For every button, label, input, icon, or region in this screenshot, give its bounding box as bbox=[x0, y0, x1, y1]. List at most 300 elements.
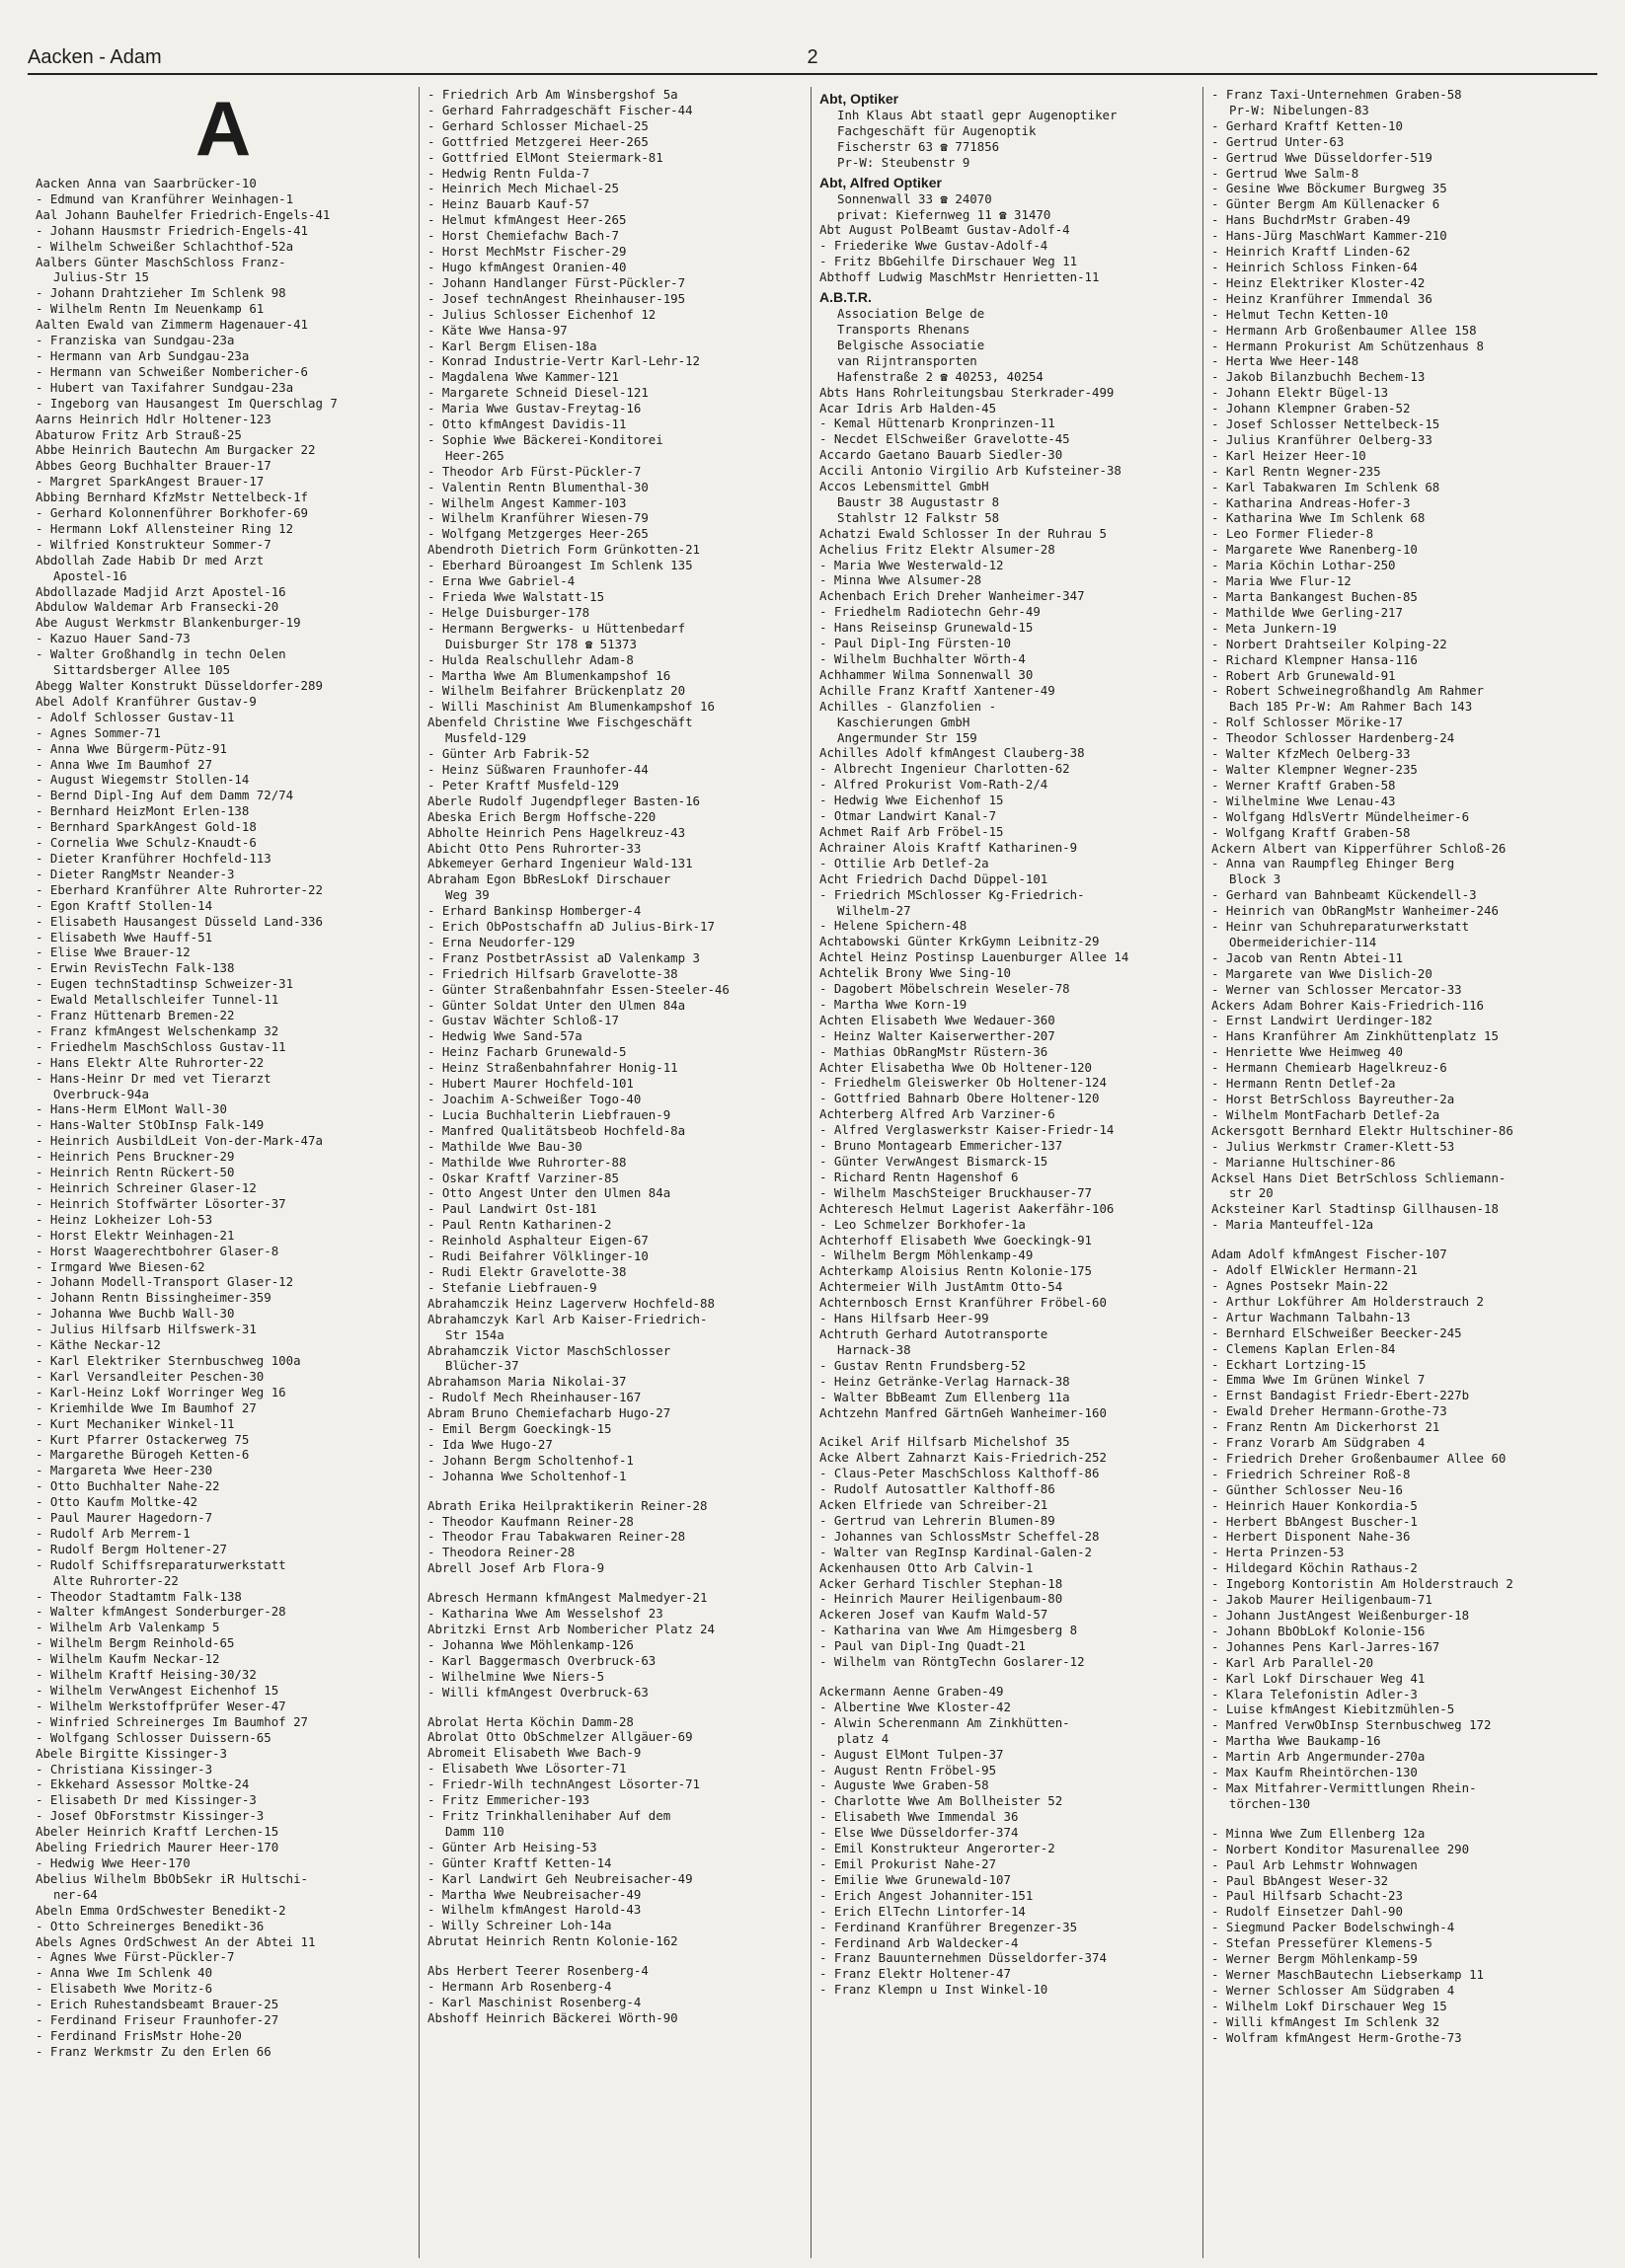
section-letter: A bbox=[194, 87, 252, 172]
directory-entry: - Wilhelm Buchhalter Wörth-4 bbox=[819, 651, 1026, 666]
directory-entry: - Fritz Emmericher-193 bbox=[427, 1792, 590, 1808]
directory-entry: - Hermann van Schweißer Nombericher-6 bbox=[36, 363, 309, 379]
directory-entry: - Bernhard SparkAngest Gold-18 bbox=[36, 819, 257, 835]
directory-entry: - Rudolf Arb Merrem-1 bbox=[36, 1525, 191, 1541]
directory-entry: Abeska Erich Bergm Hoffsche-220 bbox=[427, 808, 657, 824]
business-heading: Abt, Alfred Optiker bbox=[819, 174, 942, 190]
directory-entry: - Heinrich Rentn Rückert-50 bbox=[36, 1165, 235, 1180]
directory-entry: Achtzehn Manfred GärtnGeh Wanheimer-160 bbox=[819, 1404, 1107, 1420]
directory-entry: - Josef technAngest Rheinhauser-195 bbox=[427, 290, 686, 306]
directory-entry: - Franz Rentn Am Dickerhorst 21 bbox=[1211, 1419, 1440, 1435]
directory-entry: Achatzi Ewald Schlosser In der Ruhrau 5 bbox=[819, 525, 1107, 541]
directory-entry: - Franz kfmAngest Welschenkamp 32 bbox=[36, 1022, 279, 1038]
entry-gap bbox=[1211, 1233, 1587, 1247]
directory-entry: - Maria Wwe Westerwald-12 bbox=[819, 557, 1004, 572]
directory-entry: - Agnes Postsekr Main-22 bbox=[1211, 1277, 1389, 1293]
directory-entry: - Margareta Wwe Heer-230 bbox=[36, 1463, 213, 1478]
entry-continuation: Stahlstr 12 Falkstr 58 bbox=[837, 509, 1000, 525]
entry-continuation: Hafenstraße 2 ☎ 40253, 40254 bbox=[837, 368, 1044, 384]
directory-entry: - Käte Wwe Hansa-97 bbox=[427, 322, 568, 338]
directory-entry: - Erna Wwe Gabriel-4 bbox=[427, 573, 576, 589]
directory-entry: - Emil Prokurist Nahe-27 bbox=[819, 1855, 997, 1871]
directory-entry: Abshoff Heinrich Bäckerei Wörth-90 bbox=[427, 2009, 678, 2025]
directory-entry: - Emilie Wwe Grunewald-107 bbox=[819, 1871, 1011, 1887]
directory-entry: - Paul BbAngest Weser-32 bbox=[1211, 1872, 1389, 1888]
directory-entry: - Rudolf Autosattler Kalthoff-86 bbox=[819, 1481, 1055, 1497]
directory-entry: - Gustav Rentn Frundsberg-52 bbox=[819, 1357, 1026, 1373]
directory-entry: - Franziska van Sundgau-23a bbox=[36, 333, 235, 348]
directory-entry: - Hedwig Wwe Eichenhof 15 bbox=[819, 793, 1004, 808]
entry-gap bbox=[427, 1949, 803, 1963]
directory-entry: - Wilhelm Arb Valenkamp 5 bbox=[36, 1620, 220, 1635]
directory-entry: Abresch Hermann kfmAngest Malmedyer-21 bbox=[427, 1590, 708, 1606]
directory-entry: - Kriemhilde Wwe Im Baumhof 27 bbox=[36, 1399, 257, 1415]
directory-entry: - Agnes Sommer-71 bbox=[36, 724, 161, 740]
column-4-entries bbox=[1211, 87, 1587, 2045]
directory-entry: Abegg Walter Konstrukt Düsseldorfer-289 bbox=[36, 678, 323, 693]
directory-entry: Abrahamczyk Karl Arb Kaiser-Friedrich- bbox=[427, 1311, 708, 1326]
directory-entry: - Hans BuchdrMstr Graben-49 bbox=[1211, 212, 1411, 228]
business-heading: Abt, Optiker bbox=[819, 91, 899, 107]
directory-entry: - Karl Rentn Wegner-235 bbox=[1211, 463, 1381, 479]
directory-entry: - Lucia Buchhalterin Liebfrauen-9 bbox=[427, 1106, 671, 1122]
directory-entry: Acksel Hans Diet BetrSchloss Schliemann- bbox=[1211, 1170, 1507, 1185]
directory-entry: - Ottilie Arb Detlef-2a bbox=[819, 855, 989, 870]
directory-entry: - Günter Arb Fabrik-52 bbox=[427, 746, 590, 762]
directory-entry: Abdollazade Madjid Arzt Apostel-16 bbox=[36, 583, 286, 599]
directory-entry: - Reinhold Asphalteur Eigen-67 bbox=[427, 1233, 649, 1248]
directory-entry: - Wilhelm VerwAngest Eichenhof 15 bbox=[36, 1683, 279, 1698]
directory-entry: Abbes Georg Buchhalter Brauer-17 bbox=[36, 458, 271, 474]
directory-entry: - Dieter RangMstr Neander-3 bbox=[36, 866, 235, 881]
page-header bbox=[28, 39, 1597, 75]
directory-entry: - Erich Angest Johanniter-151 bbox=[819, 1887, 1034, 1903]
directory-entry: - Hermann Bergwerks- u Hüttenbedarf bbox=[427, 620, 686, 636]
directory-entry: - Walter BbBeamt Zum Ellenberg 11a bbox=[819, 1389, 1070, 1404]
directory-entry: - Robert Arb Grunewald-91 bbox=[1211, 667, 1396, 683]
directory-entry: - Martha Wwe Korn-19 bbox=[819, 996, 967, 1012]
directory-entry: - Elisabeth Wwe Hauff-51 bbox=[36, 929, 213, 945]
entry-continuation: Pr-W: Nibelungen-83 bbox=[1229, 102, 1369, 117]
directory-entry: - Günter Kraftf Ketten-14 bbox=[427, 1854, 612, 1870]
directory-entry: - Richard Rentn Hagenshof 6 bbox=[819, 1169, 1019, 1184]
directory-entry: - Eugen technStadtinsp Schweizer-31 bbox=[36, 976, 294, 992]
directory-entry: - Karl Heizer Heer-10 bbox=[1211, 447, 1366, 463]
directory-entry: Abendroth Dietrich Form Grünkotten-21 bbox=[427, 542, 701, 558]
directory-entry: - Werner van Schlosser Mercator-33 bbox=[1211, 981, 1462, 997]
directory-entry: - Martha Wwe Neubreisacher-49 bbox=[427, 1886, 642, 1902]
directory-entry: Achterkamp Aloisius Rentn Kolonie-175 bbox=[819, 1263, 1093, 1279]
entry-continuation: Damm 110 bbox=[445, 1823, 504, 1839]
directory-entry: - August ElMont Tulpen-37 bbox=[819, 1746, 1004, 1762]
directory-entry: - Gertrud Wwe Salm-8 bbox=[1211, 165, 1359, 181]
directory-entry: - Ferdinand Arb Waldecker-4 bbox=[819, 1934, 1019, 1950]
directory-entry: - Norbert Konditor Masurenallee 290 bbox=[1211, 1841, 1470, 1856]
entry-continuation: Heer-265 bbox=[445, 447, 504, 463]
directory-entry: - Kurt Mechaniker Winkel-11 bbox=[36, 1415, 235, 1431]
directory-entry: - Alfred Verglaswerkstr Kaiser-Friedr-14 bbox=[819, 1122, 1115, 1138]
directory-entry: Acksteiner Karl Stadtinsp Gillhausen-18 bbox=[1211, 1201, 1499, 1217]
directory-entry: Achille Franz Kraftf Xantener-49 bbox=[819, 682, 1055, 698]
directory-entry: - Wilhelm Lokf Dirschauer Weg 15 bbox=[1211, 1998, 1447, 2013]
directory-entry: Abrolat Herta Köchin Damm-28 bbox=[427, 1713, 634, 1729]
directory-entry: - Martin Arb Angermunder-270a bbox=[1211, 1749, 1426, 1765]
directory-entry: - Heinrich Schreiner Glaser-12 bbox=[36, 1180, 257, 1195]
directory-entry: - Gertrud Wwe Düsseldorfer-519 bbox=[1211, 149, 1432, 165]
directory-entry: Ackers Adam Bohrer Kais-Friedrich-116 bbox=[1211, 997, 1485, 1013]
directory-entry: - Mathias ObRangMstr Rüstern-36 bbox=[819, 1043, 1048, 1059]
directory-entry: - Hans Hilfsarb Heer-99 bbox=[819, 1311, 989, 1326]
directory-entry: - Otto Schreinerges Benedikt-36 bbox=[36, 1918, 265, 1933]
directory-entry: - Johanna Wwe Möhlenkamp-126 bbox=[427, 1636, 634, 1652]
directory-entry: Achenbach Erich Dreher Wanheimer-347 bbox=[819, 588, 1085, 604]
directory-entry: - Paul van Dipl-Ing Quadt-21 bbox=[819, 1638, 1026, 1654]
directory-entry: - Hubert Maurer Hochfeld-101 bbox=[427, 1076, 634, 1092]
directory-entry: - Theodor Kaufmann Reiner-28 bbox=[427, 1513, 634, 1529]
directory-entry: - Gottfried ElMont Steiermark-81 bbox=[427, 149, 663, 165]
directory-entry: - Willi kfmAngest Overbruck-63 bbox=[427, 1684, 649, 1700]
directory-entry: - Günter Arb Heising-53 bbox=[427, 1839, 597, 1854]
directory-entry: Ackersgott Bernhard Elektr Hultschiner-86 bbox=[1211, 1122, 1513, 1138]
directory-columns bbox=[28, 87, 1597, 2258]
directory-entry: - Horst Elektr Weinhagen-21 bbox=[36, 1227, 235, 1243]
directory-entry: - Jakob Bilanzbuchh Bechem-13 bbox=[1211, 369, 1426, 385]
directory-entry: Achtruth Gerhard Autotransporte bbox=[819, 1325, 1048, 1341]
entry-continuation: Baustr 38 Augustastr 8 bbox=[837, 493, 1000, 509]
column-3-entries bbox=[819, 90, 1195, 1998]
directory-entry: - Leo Schmelzer Borkhofer-1a bbox=[819, 1216, 1026, 1232]
directory-entry: - Otto Kaufm Moltke-42 bbox=[36, 1494, 198, 1510]
directory-entry: - Maria Wwe Gustav-Freytag-16 bbox=[427, 401, 642, 416]
entry-continuation: Musfeld-129 bbox=[445, 730, 527, 746]
directory-entry: - Max Kaufm Rheintörchen-130 bbox=[1211, 1765, 1418, 1780]
directory-entry: - Walter kfmAngest Sonderburger-28 bbox=[36, 1604, 286, 1620]
directory-entry: - Ewald Metallschleifer Tunnel-11 bbox=[36, 992, 279, 1008]
directory-entry: Abthoff Ludwig MaschMstr Henrietten-11 bbox=[819, 269, 1100, 285]
directory-entry: - Ingeborg van Hausangest Im Querschlag 7 bbox=[36, 395, 338, 411]
directory-entry: - Friedrich MSchlosser Kg-Friedrich- bbox=[819, 886, 1085, 902]
directory-entry: - Emil Konstrukteur Angerorter-2 bbox=[819, 1841, 1055, 1856]
directory-entry: - Günter Bergm Am Küllenacker 6 bbox=[1211, 196, 1440, 212]
directory-entry: - Adolf Schlosser Gustav-11 bbox=[36, 709, 235, 724]
directory-entry: Abkemeyer Gerhard Ingenieur Wald-131 bbox=[427, 856, 693, 871]
entry-continuation: Duisburger Str 178 ☎ 51373 bbox=[445, 636, 637, 651]
directory-entry: - Albrecht Ingenieur Charlotten-62 bbox=[819, 761, 1070, 777]
directory-entry: Abel Adolf Kranführer Gustav-9 bbox=[36, 693, 257, 709]
directory-entry: Abdollah Zade Habib Dr med Arzt bbox=[36, 552, 265, 567]
directory-entry: - Kurt Pfarrer Ostackerweg 75 bbox=[36, 1431, 250, 1447]
directory-entry: - Friedrich Arb Am Winsbergshof 5a bbox=[427, 87, 678, 102]
directory-entry: - Hermann Arb Rosenberg-4 bbox=[427, 1979, 612, 1995]
directory-entry: - Erna Neudorfer-129 bbox=[427, 934, 576, 949]
directory-entry: - Norbert Drahtseiler Kolping-22 bbox=[1211, 636, 1447, 651]
directory-entry: Abels Agnes OrdSchwest An der Abtei 11 bbox=[36, 1933, 316, 1949]
directory-entry: - Theodor Frau Tabakwaren Reiner-28 bbox=[427, 1529, 686, 1545]
directory-entry: - Rudolf Einsetzer Dahl-90 bbox=[1211, 1904, 1403, 1920]
directory-entry: - Oskar Kraftf Varziner-85 bbox=[427, 1170, 619, 1185]
directory-entry: Abeling Friedrich Maurer Heer-170 bbox=[36, 1840, 279, 1855]
entry-continuation: Belgische Associatie bbox=[837, 337, 985, 352]
directory-entry: - Martha Wwe Baukamp-16 bbox=[1211, 1733, 1381, 1749]
directory-entry: - Johann JustAngest Weißenburger-18 bbox=[1211, 1608, 1470, 1623]
directory-entry: - Julius Hilfsarb Hilfswerk-31 bbox=[36, 1322, 257, 1337]
directory-entry: - Heinz Walter Kaiserwerther-207 bbox=[819, 1027, 1055, 1043]
directory-entry: - Margarethe Bürogeh Ketten-6 bbox=[36, 1447, 250, 1463]
directory-entry: - Franz Taxi-Unternehmen Graben-58 bbox=[1211, 87, 1462, 102]
directory-entry: - Hedwig Rentn Fulda-7 bbox=[427, 165, 590, 181]
directory-entry: - Walter van RegInsp Kardinal-Galen-2 bbox=[819, 1544, 1093, 1559]
directory-entry: - Leo Former Flieder-8 bbox=[1211, 526, 1374, 542]
directory-entry: - Friedrich Dreher Großenbaumer Allee 60 bbox=[1211, 1450, 1507, 1466]
directory-entry: - Hulda Realschullehr Adam-8 bbox=[427, 651, 634, 667]
directory-entry: - Heinrich Pens Bruckner-29 bbox=[36, 1149, 235, 1165]
directory-entry: - Hans-Herm ElMont Wall-30 bbox=[36, 1101, 227, 1117]
directory-entry: - Hans-Heinr Dr med vet Tierarzt bbox=[36, 1070, 271, 1086]
directory-entry: - Katharina Wwe Am Wesselshof 23 bbox=[427, 1606, 663, 1622]
directory-entry: - Gerhard van Bahnbeamt Kückendell-3 bbox=[1211, 887, 1477, 903]
directory-entry: - Karl-Heinz Lokf Worringer Weg 16 bbox=[36, 1384, 286, 1399]
directory-entry: - Peter Kraftf Musfeld-129 bbox=[427, 777, 619, 793]
directory-entry: - Eberhard Kranführer Alte Ruhrorter-22 bbox=[36, 881, 323, 897]
directory-entry: Adam Adolf kfmAngest Fischer-107 bbox=[1211, 1247, 1447, 1262]
directory-entry: - Hugo kfmAngest Oranien-40 bbox=[427, 259, 627, 274]
directory-entry: - Minna Wwe Zum Ellenberg 12a bbox=[1211, 1825, 1426, 1841]
entry-continuation: Alte Ruhrorter-22 bbox=[53, 1572, 179, 1588]
directory-entry: - Martha Wwe Am Blumenkampshof 16 bbox=[427, 667, 671, 683]
running-head: Aacken - Adam bbox=[28, 46, 162, 68]
directory-entry: - Johanna Wwe Buchb Wall-30 bbox=[36, 1306, 235, 1322]
directory-entry: - Margarete van Wwe Dislich-20 bbox=[1211, 965, 1432, 981]
directory-entry: - Katharina Andreas-Hofer-3 bbox=[1211, 494, 1411, 510]
directory-entry: - Heinz Straßenbahnfahrer Honig-11 bbox=[427, 1060, 678, 1076]
directory-entry: - Christiana Kissinger-3 bbox=[36, 1761, 213, 1777]
directory-entry: - Johann Drahtzieher Im Schlenk 98 bbox=[36, 285, 286, 301]
column-3 bbox=[812, 87, 1203, 2258]
directory-entry: - Erwin RevisTechn Falk-138 bbox=[36, 960, 235, 976]
directory-entry: - Auguste Wwe Graben-58 bbox=[819, 1777, 989, 1793]
directory-entry: - Maria Köchin Lothar-250 bbox=[1211, 558, 1396, 573]
directory-entry: - Gottfried Metzgerei Heer-265 bbox=[427, 133, 649, 149]
directory-entry: - Heinrich Kraftf Linden-62 bbox=[1211, 244, 1411, 260]
directory-entry: - Johann Klempner Graben-52 bbox=[1211, 401, 1411, 416]
directory-entry: - Josef ObForstmstr Kissinger-3 bbox=[36, 1808, 265, 1824]
directory-entry: - Wolfgang Kraftf Graben-58 bbox=[1211, 824, 1411, 840]
directory-entry: - Helmut Techn Ketten-10 bbox=[1211, 306, 1389, 322]
directory-entry: - Dagobert Möbelschrein Weseler-78 bbox=[819, 981, 1070, 997]
directory-entry: - Erhard Bankinsp Homberger-4 bbox=[427, 903, 642, 919]
directory-entry: - Wilhelm Schweißer Schlachthof-52a bbox=[36, 238, 294, 254]
directory-entry: Acken Elfriede van Schreiber-21 bbox=[819, 1497, 1048, 1513]
directory-entry: - Wilhelm Rentn Im Neuenkamp 61 bbox=[36, 301, 265, 317]
directory-entry: - Winfried Schreinerges Im Baumhof 27 bbox=[36, 1713, 309, 1729]
directory-entry: - Anna Wwe Im Schlenk 40 bbox=[36, 1965, 213, 1981]
directory-entry: - Johann Bergm Scholtenhof-1 bbox=[427, 1452, 634, 1468]
directory-entry: - Stefanie Liebfrauen-9 bbox=[427, 1279, 597, 1295]
directory-entry: - Karl Baggermasch Overbruck-63 bbox=[427, 1652, 657, 1668]
directory-entry: - Rolf Schlosser Mörike-17 bbox=[1211, 715, 1403, 730]
entry-continuation: Sonnenwall 33 ☎ 24070 bbox=[837, 190, 992, 206]
entry-continuation: str 20 bbox=[1229, 1185, 1274, 1201]
directory-entry: - Hedwig Wwe Heer-170 bbox=[36, 1854, 191, 1870]
directory-entry: Aarns Heinrich Hdlr Holtener-123 bbox=[36, 411, 271, 426]
directory-entry: Achelius Fritz Elektr Alsumer-28 bbox=[819, 541, 1055, 557]
directory-entry: - Werner Kraftf Graben-58 bbox=[1211, 777, 1396, 793]
directory-entry: - Johann Elektr Bügel-13 bbox=[1211, 385, 1389, 401]
directory-entry: Achteresch Helmut Lagerist Aakerfähr-106 bbox=[819, 1200, 1115, 1216]
directory-entry: - Friedhelm Radiotechn Gehr-49 bbox=[819, 604, 1041, 620]
directory-entry: Abraham Egon BbResLokf Dirschauer bbox=[427, 871, 671, 887]
directory-entry: Achrainer Alois Kraftf Katharinen-9 bbox=[819, 839, 1078, 855]
directory-entry: - Ferdinand FrisMstr Hohe-20 bbox=[36, 2027, 242, 2043]
directory-entry: - Edmund van Kranführer Weinhagen-1 bbox=[36, 190, 294, 206]
directory-entry: - Heinz Facharb Grunewald-5 bbox=[427, 1044, 627, 1060]
directory-entry: - Günter Soldat Unter den Ulmen 84a bbox=[427, 997, 686, 1013]
directory-entry: Achterberg Alfred Arb Varziner-6 bbox=[819, 1106, 1055, 1122]
entry-continuation: Bach 185 Pr-W: Am Rahmer Bach 143 bbox=[1229, 699, 1473, 715]
directory-entry: - Eberhard Büroangest Im Schlenk 135 bbox=[427, 558, 693, 573]
directory-entry: Abelius Wilhelm BbObSekr iR Hultschi- bbox=[36, 1870, 309, 1886]
directory-entry: - Wilhelm Bergm Reinhold-65 bbox=[36, 1635, 235, 1651]
directory-entry: Abrutat Heinrich Rentn Kolonie-162 bbox=[427, 1933, 678, 1949]
directory-entry: - Otto kfmAngest Davidis-11 bbox=[427, 416, 627, 432]
directory-entry: Abrahamson Maria Nikolai-37 bbox=[427, 1374, 627, 1390]
entry-continuation: Block 3 bbox=[1229, 871, 1281, 887]
directory-entry: - Hermann Lokf Allensteiner Ring 12 bbox=[36, 520, 294, 536]
directory-entry: Ackeren Josef van Kaufm Wald-57 bbox=[819, 1607, 1048, 1623]
directory-entry: - Sophie Wwe Bäckerei-Konditorei bbox=[427, 431, 663, 447]
directory-entry: Abrahamczik Victor MaschSchlosser bbox=[427, 1342, 671, 1358]
directory-entry: - Kemal Hüttenarb Kronprinzen-11 bbox=[819, 416, 1055, 431]
entry-continuation: Sittardsberger Allee 105 bbox=[53, 662, 231, 678]
directory-entry: - Elisabeth Hausangest Düsseld Land-336 bbox=[36, 913, 323, 929]
entry-continuation: Kaschierungen GmbH bbox=[837, 714, 970, 729]
directory-entry: - Ernst Landwirt Uerdinger-182 bbox=[1211, 1013, 1432, 1028]
directory-entry: - Walter Großhandlg in techn Oelen bbox=[36, 646, 286, 662]
directory-entry: - Theodor Schlosser Hardenberg-24 bbox=[1211, 730, 1455, 746]
directory-entry: - Wolfgang Schlosser Duissern-65 bbox=[36, 1729, 271, 1745]
directory-entry: Abrahamczik Heinz Lagerverw Hochfeld-88 bbox=[427, 1295, 715, 1311]
directory-entry: - Heinrich Mech Michael-25 bbox=[427, 181, 619, 196]
directory-entry: - Käthe Neckar-12 bbox=[36, 1337, 161, 1353]
entry-continuation: Apostel-16 bbox=[53, 567, 127, 583]
entry-continuation: Obermeiderichier-114 bbox=[1229, 934, 1377, 949]
directory-entry: - Heinrich Schloss Finken-64 bbox=[1211, 259, 1418, 274]
directory-entry: - Robert Schweinegroßhandlg Am Rahmer bbox=[1211, 683, 1485, 699]
directory-entry: - Elisabeth Dr med Kissinger-3 bbox=[36, 1792, 257, 1808]
entry-continuation: Fischerstr 63 ☎ 771856 bbox=[837, 138, 1000, 154]
directory-entry: - Karl Elektriker Sternbuschweg 100a bbox=[36, 1352, 301, 1368]
directory-entry: - Minna Wwe Alsumer-28 bbox=[819, 572, 982, 588]
directory-entry: - Hermann Rentn Detlef-2a bbox=[1211, 1076, 1396, 1092]
directory-entry: - Elisabeth Wwe Immendal 36 bbox=[819, 1809, 1019, 1825]
directory-entry: Abe August Werkmstr Blankenburger-19 bbox=[36, 615, 301, 631]
directory-entry: - Johann Rentn Bissingheimer-359 bbox=[36, 1290, 271, 1306]
directory-entry: - Wilhelm Kraftf Heising-30/32 bbox=[36, 1667, 257, 1683]
column-1-entries bbox=[36, 176, 411, 2060]
column-4 bbox=[1203, 87, 1595, 2258]
directory-entry: - Mathilde Wwe Bau-30 bbox=[427, 1138, 582, 1154]
entry-continuation: Angermunder Str 159 bbox=[837, 729, 977, 745]
entry-gap bbox=[427, 1484, 803, 1498]
directory-entry: - Cornelia Wwe Schulz-Knaudt-6 bbox=[36, 835, 257, 851]
directory-entry: - Bruno Montagearb Emmericher-137 bbox=[819, 1138, 1063, 1154]
directory-entry: - Heinz Lokheizer Loh-53 bbox=[36, 1211, 213, 1227]
directory-entry: - Mathilde Wwe Gerling-217 bbox=[1211, 604, 1403, 620]
directory-entry: Abritzki Ernst Arb Nombericher Platz 24 bbox=[427, 1622, 715, 1636]
directory-entry: - Marta Bankangest Buchen-85 bbox=[1211, 589, 1418, 604]
directory-entry: - Helene Spichern-48 bbox=[819, 918, 967, 934]
directory-entry: - Johanna Wwe Scholtenhof-1 bbox=[427, 1468, 627, 1483]
directory-entry: - Ernst Bandagist Friedr-Ebert-227b bbox=[1211, 1388, 1470, 1403]
directory-entry: - Johann Handlanger Fürst-Pückler-7 bbox=[427, 274, 686, 290]
directory-entry: - Paul Hilfsarb Schacht-23 bbox=[1211, 1888, 1403, 1904]
directory-entry: - Karl Maschinist Rosenberg-4 bbox=[427, 1994, 642, 2009]
directory-entry: Abt August PolBeamt Gustav-Adolf-4 bbox=[819, 222, 1070, 238]
directory-entry: - Hubert van Taxifahrer Sundgau-23a bbox=[36, 379, 294, 395]
directory-entry: - Paul Rentn Katharinen-2 bbox=[427, 1217, 612, 1233]
directory-entry: - Margarete Wwe Ranenberg-10 bbox=[1211, 542, 1418, 558]
directory-entry: - Claus-Peter MaschSchloss Kalthoff-86 bbox=[819, 1466, 1100, 1481]
directory-entry: Achmet Raif Arb Fröbel-15 bbox=[819, 823, 1004, 839]
directory-entry: - Karl Bergm Elisen-18a bbox=[427, 338, 597, 353]
directory-entry: Aal Johann Bauhelfer Friedrich-Engels-41 bbox=[36, 206, 331, 222]
directory-entry: Aalten Ewald van Zimmerm Hagenauer-41 bbox=[36, 317, 309, 333]
directory-entry: - Walter KfzMech Oelberg-33 bbox=[1211, 746, 1411, 762]
directory-entry: - Joachim A-Schweißer Togo-40 bbox=[427, 1092, 642, 1106]
directory-entry: - Elisabeth Wwe Moritz-6 bbox=[36, 1981, 213, 1997]
directory-entry: - Hermann van Arb Sundgau-23a bbox=[36, 347, 250, 363]
directory-entry: - Heinrich Hauer Konkordia-5 bbox=[1211, 1497, 1418, 1513]
directory-entry: - Karl Tabakwaren Im Schlenk 68 bbox=[1211, 479, 1440, 494]
directory-entry: - Hans-Jürg MaschWart Kammer-210 bbox=[1211, 228, 1447, 244]
directory-entry: - Wolfram kfmAngest Herm-Grothe-73 bbox=[1211, 2029, 1462, 2045]
directory-entry: - Ewald Dreher Hermann-Grothe-73 bbox=[1211, 1403, 1447, 1419]
directory-entry: - Rudolf Bergm Holtener-27 bbox=[36, 1541, 227, 1556]
directory-entry: - Josef Schlosser Nettelbeck-15 bbox=[1211, 416, 1440, 432]
directory-entry: - Julius Werkmstr Cramer-Klett-53 bbox=[1211, 1138, 1455, 1154]
entry-gap bbox=[427, 1576, 803, 1590]
directory-entry: Accos Lebensmittel GmbH bbox=[819, 479, 989, 494]
directory-entry: - Artur Wachmann Talbahn-13 bbox=[1211, 1309, 1411, 1324]
directory-entry: Achtel Heinz Postinsp Lauenburger Allee 14 bbox=[819, 949, 1129, 965]
directory-entry: - Franz Klempn u Inst Winkel-10 bbox=[819, 1982, 1048, 1998]
directory-entry: - Wilhelm van RöntgTechn Goslarer-12 bbox=[819, 1654, 1085, 1670]
directory-entry: - Franz PostbetrAssist aD Valenkamp 3 bbox=[427, 949, 701, 965]
entry-continuation: van Rijntransporten bbox=[837, 352, 977, 368]
directory-entry: - Karl Landwirt Geh Neubreisacher-49 bbox=[427, 1870, 693, 1886]
business-heading: A.B.T.R. bbox=[819, 289, 872, 306]
entry-continuation: Overbruck-94a bbox=[53, 1086, 149, 1101]
directory-entry: - Werner MaschBautechn Liebserkamp 11 bbox=[1211, 1966, 1485, 1982]
directory-entry: - Horst Chemiefachw Bach-7 bbox=[427, 228, 619, 244]
directory-entry: - Horst Waagerechtbohrer Glaser-8 bbox=[36, 1243, 279, 1258]
entry-gap bbox=[819, 1670, 1195, 1684]
entry-continuation: Weg 39 bbox=[445, 887, 490, 903]
directory-entry: Achten Elisabeth Wwe Wedauer-360 bbox=[819, 1012, 1055, 1027]
entry-continuation: platz 4 bbox=[837, 1730, 890, 1746]
directory-entry: - Anna Wwe Im Baumhof 27 bbox=[36, 756, 213, 772]
entry-continuation: Fachgeschäft für Augenoptik bbox=[837, 122, 1037, 138]
directory-entry: - Heinz Getränke-Verlag Harnack-38 bbox=[819, 1373, 1070, 1389]
directory-entry: - Clemens Kaplan Erlen-84 bbox=[1211, 1340, 1396, 1356]
directory-entry: - Wilhelmine Wwe Lenau-43 bbox=[1211, 793, 1396, 808]
directory-entry: - Wilhelm MaschSteiger Bruckhauser-77 bbox=[819, 1184, 1093, 1200]
directory-entry: - Frieda Wwe Walstatt-15 bbox=[427, 589, 605, 604]
directory-entry: - Wilhelm Bergm Möhlenkamp-49 bbox=[819, 1247, 1034, 1263]
directory-entry: - Maria Wwe Flur-12 bbox=[1211, 573, 1352, 589]
directory-entry: - Wolfgang HdlsVertr Mündelheimer-6 bbox=[1211, 808, 1470, 824]
directory-entry: - Bernhard HeizMont Erlen-138 bbox=[36, 803, 250, 819]
